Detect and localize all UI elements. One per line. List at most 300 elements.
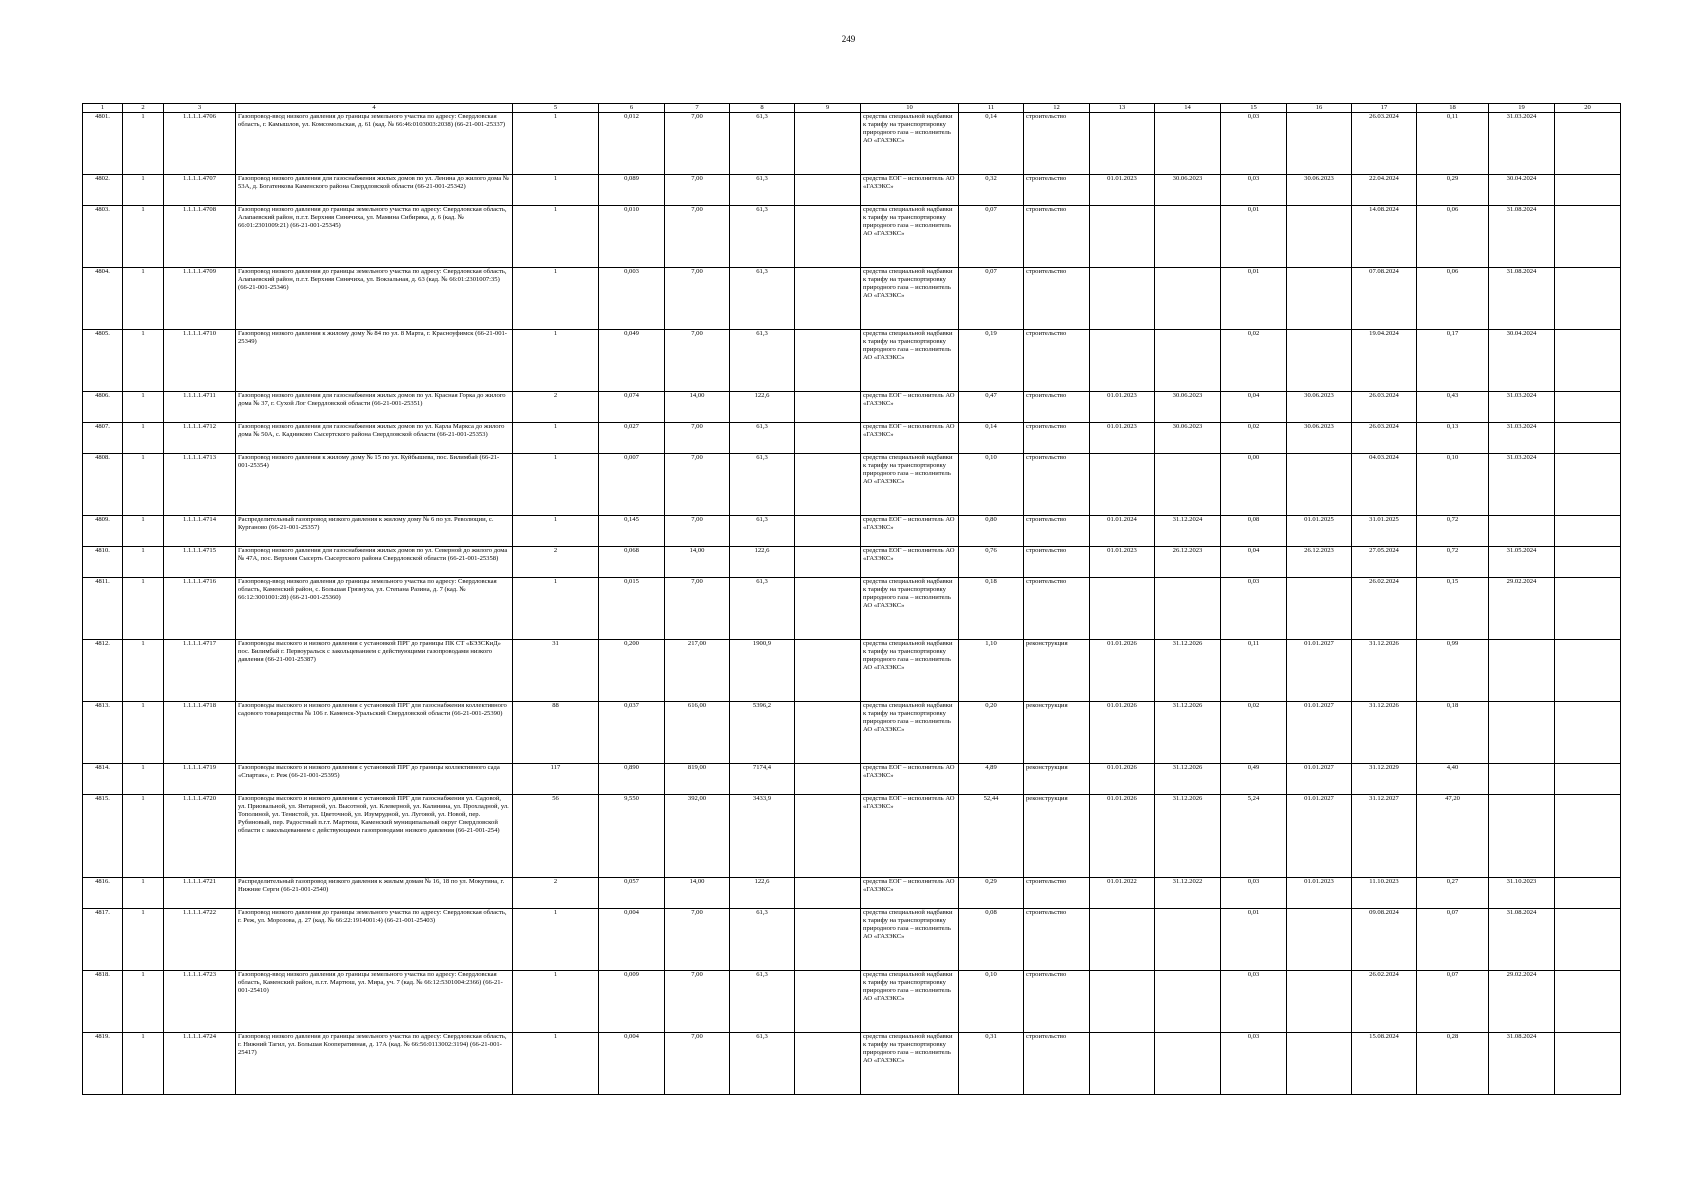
table-cell: 0,04 bbox=[1221, 392, 1287, 423]
table-cell: 1 bbox=[513, 423, 599, 454]
table-cell: средства специальной надбавки к тарифу на транспортировку природного газа – исполнитель АО «ГАЗЭКС» bbox=[861, 909, 959, 971]
table-cell: 0,29 bbox=[959, 878, 1024, 909]
table-cell: 819,00 bbox=[665, 764, 730, 795]
table-cell: 1.1.1.1.4712 bbox=[164, 423, 236, 454]
register-table bbox=[82, 103, 1621, 1095]
table-cell bbox=[795, 268, 861, 330]
table-row bbox=[83, 702, 1621, 764]
table-cell bbox=[795, 640, 861, 702]
table-cell: 0,037 bbox=[599, 702, 665, 764]
table-cell bbox=[795, 764, 861, 795]
table-cell bbox=[1555, 392, 1621, 423]
table-cell: средства ЕОГ – исполнитель АО «ГАЗЭКС» bbox=[861, 795, 959, 878]
table-cell: 31.03.2024 bbox=[1489, 423, 1555, 454]
table-cell bbox=[1287, 268, 1352, 330]
table-cell: Газопровод низкого давления до границы земельного участка по адресу: Свердловская область, г. Реж, ул. Морозова, д. 27 (кад. № 66:22:1914001:4) (66-21-001-25403) bbox=[236, 909, 513, 971]
table-cell bbox=[1555, 206, 1621, 268]
table-cell bbox=[795, 454, 861, 516]
table-cell: 7,00 bbox=[665, 175, 730, 206]
table-cell bbox=[1555, 175, 1621, 206]
table-cell: средства специальной надбавки к тарифу на транспортировку природного газа – исполнитель АО «ГАЗЭКС» bbox=[861, 1033, 959, 1095]
table-cell bbox=[1489, 702, 1555, 764]
table-cell: 26.12.2023 bbox=[1287, 547, 1352, 578]
table-cell: Газопровод низкого давления до границы земельного участка по адресу: Свердловская область, г. Нижний Тагил, ул. Большая Кооперативная, д. 17А (кад. № 66:56:0113002:3194) (66-21-001-25417) bbox=[236, 1033, 513, 1095]
table-cell bbox=[1555, 909, 1621, 971]
table-cell: строительство bbox=[1024, 175, 1090, 206]
table-cell: средства ЕОГ – исполнитель АО «ГАЗЭКС» bbox=[861, 764, 959, 795]
table-row bbox=[83, 423, 1621, 454]
table-row bbox=[83, 795, 1621, 878]
table-cell: 01.01.2025 bbox=[1287, 516, 1352, 547]
table-cell: 4810. bbox=[83, 547, 123, 578]
column-number: 7 bbox=[665, 104, 730, 113]
table-cell: 4805. bbox=[83, 330, 123, 392]
table-cell bbox=[1090, 971, 1155, 1033]
table-cell bbox=[1155, 206, 1221, 268]
table-cell: 7174,4 bbox=[730, 764, 795, 795]
table-cell: 0,99 bbox=[1417, 640, 1489, 702]
table-cell: 0,004 bbox=[599, 909, 665, 971]
table-cell: 1 bbox=[513, 1033, 599, 1095]
table-cell: 7,00 bbox=[665, 423, 730, 454]
table-cell: 4813. bbox=[83, 702, 123, 764]
column-number-row bbox=[83, 104, 1621, 113]
table-cell bbox=[1555, 764, 1621, 795]
table-cell bbox=[1155, 1033, 1221, 1095]
table-cell: 1 bbox=[513, 454, 599, 516]
table-cell bbox=[795, 795, 861, 878]
table-cell: 31.12.2026 bbox=[1155, 702, 1221, 764]
table-cell: 1 bbox=[123, 795, 164, 878]
column-number: 2 bbox=[123, 104, 164, 113]
table-cell bbox=[1555, 1033, 1621, 1095]
table-cell: 4817. bbox=[83, 909, 123, 971]
table-cell: 0,07 bbox=[1417, 909, 1489, 971]
table-cell: средства специальной надбавки к тарифу на транспортировку природного газа – исполнитель АО «ГАЗЭКС» bbox=[861, 330, 959, 392]
table-cell: 1.1.1.1.4713 bbox=[164, 454, 236, 516]
table-cell: 01.01.2027 bbox=[1287, 795, 1352, 878]
table-cell bbox=[1090, 909, 1155, 971]
column-number: 13 bbox=[1090, 104, 1155, 113]
table-cell: строительство bbox=[1024, 878, 1090, 909]
table-cell: 5396,2 bbox=[730, 702, 795, 764]
table-cell: 1 bbox=[123, 516, 164, 547]
table-cell bbox=[1287, 909, 1352, 971]
table-cell: 31 bbox=[513, 640, 599, 702]
table-cell: 01.01.2027 bbox=[1287, 640, 1352, 702]
table-cell bbox=[1155, 578, 1221, 640]
table-cell: 01.01.2023 bbox=[1090, 175, 1155, 206]
column-number: 8 bbox=[730, 104, 795, 113]
table-cell bbox=[1489, 516, 1555, 547]
table-row bbox=[83, 268, 1621, 330]
table-cell: 1 bbox=[513, 578, 599, 640]
table-cell: 31.08.2024 bbox=[1489, 909, 1555, 971]
table-cell: средства специальной надбавки к тарифу на транспортировку природного газа – исполнитель АО «ГАЗЭКС» bbox=[861, 578, 959, 640]
table-cell: 0,03 bbox=[1221, 878, 1287, 909]
table-cell: средства ЕОГ – исполнитель АО «ГАЗЭКС» bbox=[861, 516, 959, 547]
table-cell: 31.03.2024 bbox=[1489, 113, 1555, 175]
table-cell bbox=[1555, 878, 1621, 909]
table-cell bbox=[1555, 547, 1621, 578]
table-cell bbox=[1555, 454, 1621, 516]
table-cell: 14,00 bbox=[665, 878, 730, 909]
table-cell: 31.12.2026 bbox=[1352, 640, 1417, 702]
table-cell: 56 bbox=[513, 795, 599, 878]
table-cell: 1900,9 bbox=[730, 640, 795, 702]
table-cell: Газопровод-ввод низкого давления до границы земельного участка по адресу: Свердловская область, г. Камышлов, ул. Комсомольская, д. 61 (кад. № 66:46:0103003:2038) (66-21-001-25337) bbox=[236, 113, 513, 175]
page-number: 249 bbox=[841, 34, 856, 44]
table-cell: 0,15 bbox=[1417, 578, 1489, 640]
table-cell bbox=[1555, 330, 1621, 392]
table-cell: 61,3 bbox=[730, 330, 795, 392]
table-row bbox=[83, 578, 1621, 640]
table-cell: 7,00 bbox=[665, 330, 730, 392]
column-number: 14 bbox=[1155, 104, 1221, 113]
table-row bbox=[83, 909, 1621, 971]
table-cell: строительство bbox=[1024, 206, 1090, 268]
table-cell bbox=[1090, 454, 1155, 516]
table-cell: 4802. bbox=[83, 175, 123, 206]
table-cell: 0,03 bbox=[1221, 175, 1287, 206]
table-cell: 30.06.2023 bbox=[1155, 175, 1221, 206]
table-cell: 0,01 bbox=[1221, 206, 1287, 268]
table-cell: 61,3 bbox=[730, 423, 795, 454]
table-cell: 7,00 bbox=[665, 578, 730, 640]
table-row bbox=[83, 516, 1621, 547]
table-cell: 1 bbox=[123, 175, 164, 206]
table-cell: 0,057 bbox=[599, 878, 665, 909]
table-cell: 01.01.2023 bbox=[1287, 878, 1352, 909]
table-cell bbox=[795, 113, 861, 175]
table-cell: 117 bbox=[513, 764, 599, 795]
table-cell: 1 bbox=[123, 764, 164, 795]
table-cell: 1 bbox=[123, 971, 164, 1033]
table-cell: 0,007 bbox=[599, 454, 665, 516]
table-row bbox=[83, 175, 1621, 206]
table-cell: 1 bbox=[123, 330, 164, 392]
column-number: 3 bbox=[164, 104, 236, 113]
table-cell: 0,00 bbox=[1221, 454, 1287, 516]
table-cell: 61,3 bbox=[730, 516, 795, 547]
table-cell: 31.08.2024 bbox=[1489, 268, 1555, 330]
table-row bbox=[83, 206, 1621, 268]
table-cell: 14.08.2024 bbox=[1352, 206, 1417, 268]
table-cell: 4807. bbox=[83, 423, 123, 454]
table-cell: 31.12.2029 bbox=[1352, 764, 1417, 795]
table-cell: 0,015 bbox=[599, 578, 665, 640]
table-cell: средства ЕОГ – исполнитель АО «ГАЗЭКС» bbox=[861, 547, 959, 578]
table-cell: 4812. bbox=[83, 640, 123, 702]
table-cell: 61,3 bbox=[730, 175, 795, 206]
column-number: 1 bbox=[83, 104, 123, 113]
table-cell: 7,00 bbox=[665, 454, 730, 516]
table-cell: 1.1.1.1.4709 bbox=[164, 268, 236, 330]
table-cell: 4819. bbox=[83, 1033, 123, 1095]
table-cell: Газопровод низкого давления для газоснабжения жилых домов по ул. Ленина до жилого дома № 53А, д. Богатенкова Каменского района Свердловской области (66-21-001-25342) bbox=[236, 175, 513, 206]
table-cell: 29.02.2024 bbox=[1489, 971, 1555, 1033]
table-cell bbox=[1555, 971, 1621, 1033]
table-cell bbox=[1155, 971, 1221, 1033]
table-cell: 0,10 bbox=[959, 454, 1024, 516]
table-cell: 1,10 bbox=[959, 640, 1024, 702]
table-cell: 0,11 bbox=[1221, 640, 1287, 702]
table-cell: реконструкция bbox=[1024, 764, 1090, 795]
table-cell bbox=[795, 175, 861, 206]
table-cell bbox=[1155, 330, 1221, 392]
table-cell bbox=[1155, 268, 1221, 330]
table-cell: 30.06.2023 bbox=[1287, 392, 1352, 423]
table-cell: 1.1.1.1.4724 bbox=[164, 1033, 236, 1095]
table-cell: 01.01.2027 bbox=[1287, 764, 1352, 795]
table-cell bbox=[795, 702, 861, 764]
table-cell: средства специальной надбавки к тарифу на транспортировку природного газа – исполнитель АО «ГАЗЭКС» bbox=[861, 268, 959, 330]
table-cell bbox=[795, 547, 861, 578]
table-cell: 0,200 bbox=[599, 640, 665, 702]
table-cell: 26.02.2024 bbox=[1352, 578, 1417, 640]
table-cell: 26.03.2024 bbox=[1352, 423, 1417, 454]
table-cell: строительство bbox=[1024, 516, 1090, 547]
table-cell: 0,14 bbox=[959, 113, 1024, 175]
table-cell: 0,08 bbox=[1221, 516, 1287, 547]
table-cell: средства специальной надбавки к тарифу на транспортировку природного газа – исполнитель АО «ГАЗЭКС» bbox=[861, 702, 959, 764]
table-cell: строительство bbox=[1024, 392, 1090, 423]
table-cell: 01.01.2022 bbox=[1090, 878, 1155, 909]
table-cell: 1 bbox=[123, 423, 164, 454]
table-cell bbox=[1090, 206, 1155, 268]
table-cell: средства специальной надбавки к тарифу на транспортировку природного газа – исполнитель АО «ГАЗЭКС» bbox=[861, 971, 959, 1033]
table-cell: 09.08.2024 bbox=[1352, 909, 1417, 971]
table-cell bbox=[1555, 795, 1621, 878]
table-cell: Газопровод низкого давления для газоснабжения жилых домов по ул. Карла Маркса до жилого дома № 50А, с. Кадниково Сысертского района Свердловской области (66-21-001-25353) bbox=[236, 423, 513, 454]
table-cell: 0,31 bbox=[959, 1033, 1024, 1095]
table-cell: строительство bbox=[1024, 330, 1090, 392]
table-cell: 392,00 bbox=[665, 795, 730, 878]
table-cell: средства ЕОГ – исполнитель АО «ГАЗЭКС» bbox=[861, 175, 959, 206]
table-cell bbox=[795, 392, 861, 423]
table-cell: 0,06 bbox=[1417, 268, 1489, 330]
table-cell: 0,03 bbox=[1221, 971, 1287, 1033]
table-cell: 1 bbox=[123, 1033, 164, 1095]
table-cell: средства ЕОГ – исполнитель АО «ГАЗЭКС» bbox=[861, 878, 959, 909]
table-cell: 0,010 bbox=[599, 206, 665, 268]
table-cell: 31.05.2024 bbox=[1489, 547, 1555, 578]
table-cell: 1 bbox=[513, 909, 599, 971]
table-cell: 0,43 bbox=[1417, 392, 1489, 423]
column-number: 4 bbox=[236, 104, 513, 113]
table-cell: 0,10 bbox=[1417, 454, 1489, 516]
table-cell: 0,29 bbox=[1417, 175, 1489, 206]
table-cell: 2 bbox=[513, 878, 599, 909]
table-cell: 26.03.2024 bbox=[1352, 392, 1417, 423]
table-cell: 0,04 bbox=[1221, 547, 1287, 578]
table-cell: 0,17 bbox=[1417, 330, 1489, 392]
table-cell: 1.1.1.1.4716 bbox=[164, 578, 236, 640]
table-cell: 0,32 bbox=[959, 175, 1024, 206]
table-cell: 31.12.2026 bbox=[1155, 795, 1221, 878]
table-cell bbox=[795, 578, 861, 640]
table-cell bbox=[1090, 268, 1155, 330]
table-cell bbox=[795, 909, 861, 971]
table-cell: 0,089 bbox=[599, 175, 665, 206]
table-cell: 30.06.2023 bbox=[1287, 423, 1352, 454]
table-cell: 0,27 bbox=[1417, 878, 1489, 909]
column-number: 11 bbox=[959, 104, 1024, 113]
table-cell: 0,11 bbox=[1417, 113, 1489, 175]
table-cell: 01.01.2023 bbox=[1090, 423, 1155, 454]
table-cell: 7,00 bbox=[665, 516, 730, 547]
table-cell: строительство bbox=[1024, 454, 1090, 516]
table-cell: 1.1.1.1.4708 bbox=[164, 206, 236, 268]
table-cell: 5,24 bbox=[1221, 795, 1287, 878]
table-cell: 0,76 bbox=[959, 547, 1024, 578]
table-cell bbox=[1287, 971, 1352, 1033]
table-cell: 52,44 bbox=[959, 795, 1024, 878]
table-cell: 7,00 bbox=[665, 206, 730, 268]
table-cell: 0,01 bbox=[1221, 268, 1287, 330]
table-cell: 1.1.1.1.4706 bbox=[164, 113, 236, 175]
table-cell: 31.12.2026 bbox=[1155, 764, 1221, 795]
table-cell bbox=[795, 206, 861, 268]
table-cell: 4808. bbox=[83, 454, 123, 516]
table-cell: 0,07 bbox=[959, 206, 1024, 268]
table-cell: средства ЕОГ – исполнитель АО «ГАЗЭКС» bbox=[861, 423, 959, 454]
table-cell bbox=[1287, 578, 1352, 640]
table-cell: 0,068 bbox=[599, 547, 665, 578]
table-cell: Газопроводы высокого и низкого давления с установкой ПРГ для газоснабжения коллективного садового товарищества № 106 г. Каменск-Уральский Свердловской области (66-21-001-25390) bbox=[236, 702, 513, 764]
column-number: 19 bbox=[1489, 104, 1555, 113]
table-cell bbox=[1555, 578, 1621, 640]
table-cell: 26.03.2024 bbox=[1352, 113, 1417, 175]
table-cell: 1 bbox=[123, 878, 164, 909]
table-cell: 31.08.2024 bbox=[1489, 1033, 1555, 1095]
table-cell: 616,00 bbox=[665, 702, 730, 764]
table-cell: 26.12.2023 bbox=[1155, 547, 1221, 578]
table-cell: 01.01.2023 bbox=[1090, 392, 1155, 423]
table-cell: 15.08.2024 bbox=[1352, 1033, 1417, 1095]
table-cell: 30.06.2023 bbox=[1155, 423, 1221, 454]
table-cell: 1 bbox=[513, 971, 599, 1033]
table-cell: 11.10.2023 bbox=[1352, 878, 1417, 909]
table-cell: строительство bbox=[1024, 547, 1090, 578]
table-cell: 1.1.1.1.4723 bbox=[164, 971, 236, 1033]
table-cell: 7,00 bbox=[665, 909, 730, 971]
table-cell: 1 bbox=[513, 206, 599, 268]
table-cell: 61,3 bbox=[730, 909, 795, 971]
table-cell: строительство bbox=[1024, 909, 1090, 971]
table-cell: 4806. bbox=[83, 392, 123, 423]
table-cell bbox=[1090, 113, 1155, 175]
table-cell: средства специальной надбавки к тарифу на транспортировку природного газа – исполнитель АО «ГАЗЭКС» bbox=[861, 206, 959, 268]
table-cell: 4,40 bbox=[1417, 764, 1489, 795]
table-cell: 0,074 bbox=[599, 392, 665, 423]
table-cell: Газопровод-ввод низкого давления до границы земельного участка по адресу: Свердловская область, Каменский район, с. Большая Грязнуха, ул. Степана Разина, д. 7 (кад. № 66:12:3001001:28) (66-21-001-25360) bbox=[236, 578, 513, 640]
table-cell: 61,3 bbox=[730, 971, 795, 1033]
table-cell: 29.02.2024 bbox=[1489, 578, 1555, 640]
table-cell: 61,3 bbox=[730, 113, 795, 175]
column-number: 17 bbox=[1352, 104, 1417, 113]
table-cell: 1 bbox=[513, 330, 599, 392]
table-cell: 1.1.1.1.4718 bbox=[164, 702, 236, 764]
table-cell: 1 bbox=[123, 392, 164, 423]
table-cell: 14,00 bbox=[665, 547, 730, 578]
table-cell: 2 bbox=[513, 547, 599, 578]
table-cell: 0,004 bbox=[599, 1033, 665, 1095]
table-cell: 122,6 bbox=[730, 392, 795, 423]
table-cell: 0,890 bbox=[599, 764, 665, 795]
table-cell: 0,72 bbox=[1417, 516, 1489, 547]
table-cell bbox=[795, 878, 861, 909]
table-cell: 0,027 bbox=[599, 423, 665, 454]
table-cell: реконструкция bbox=[1024, 640, 1090, 702]
table-cell: 22.04.2024 bbox=[1352, 175, 1417, 206]
table-cell: 1.1.1.1.4711 bbox=[164, 392, 236, 423]
table-cell: 0,02 bbox=[1221, 702, 1287, 764]
table-row bbox=[83, 1033, 1621, 1095]
table-cell: 1 bbox=[513, 113, 599, 175]
table-cell bbox=[1555, 423, 1621, 454]
table-cell: 4818. bbox=[83, 971, 123, 1033]
table-cell: 88 bbox=[513, 702, 599, 764]
table-cell: 9,550 bbox=[599, 795, 665, 878]
table-cell: Распределительный газопровод низкого давления к жилому дому № 6 по ул. Революции, с. Курганово (66-21-001-25357) bbox=[236, 516, 513, 547]
table-cell bbox=[1287, 454, 1352, 516]
column-number: 5 bbox=[513, 104, 599, 113]
table-cell: реконструкция bbox=[1024, 702, 1090, 764]
table-cell: 0,49 bbox=[1221, 764, 1287, 795]
table-cell: 01.01.2024 bbox=[1090, 516, 1155, 547]
table-cell: 7,00 bbox=[665, 971, 730, 1033]
table-cell bbox=[1489, 640, 1555, 702]
table-cell: 0,28 bbox=[1417, 1033, 1489, 1095]
table-cell bbox=[1155, 909, 1221, 971]
table-cell: 217,00 bbox=[665, 640, 730, 702]
table-cell: 04.03.2024 bbox=[1352, 454, 1417, 516]
table-cell: 30.04.2024 bbox=[1489, 175, 1555, 206]
table-cell: 0,80 bbox=[959, 516, 1024, 547]
table-cell: 31.12.2026 bbox=[1155, 640, 1221, 702]
table-cell: 4815. bbox=[83, 795, 123, 878]
table-cell: 4809. bbox=[83, 516, 123, 547]
table-cell: 27.05.2024 bbox=[1352, 547, 1417, 578]
table-cell bbox=[795, 423, 861, 454]
column-number: 10 bbox=[861, 104, 959, 113]
table-cell bbox=[795, 1033, 861, 1095]
table-cell: 0,18 bbox=[959, 578, 1024, 640]
table-cell: 31.03.2024 bbox=[1489, 454, 1555, 516]
table-cell: 0,18 bbox=[1417, 702, 1489, 764]
column-number: 16 bbox=[1287, 104, 1352, 113]
table-cell: 4,89 bbox=[959, 764, 1024, 795]
table-cell: 1.1.1.1.4715 bbox=[164, 547, 236, 578]
column-number: 15 bbox=[1221, 104, 1287, 113]
table-cell: 31.12.2022 bbox=[1155, 878, 1221, 909]
table-cell: 0,20 bbox=[959, 702, 1024, 764]
table-cell: Газопровод-ввод низкого давления до границы земельного участка по адресу: Свердловская область, Каменский район, п.г.т. Мартюш, ул. Мира, уч. 7 (кад. № 66:12:5301004:2366) (66-21-001-25410) bbox=[236, 971, 513, 1033]
table-cell: 0,02 bbox=[1221, 423, 1287, 454]
table-cell: 1 bbox=[123, 113, 164, 175]
column-number: 18 bbox=[1417, 104, 1489, 113]
table-cell: 4814. bbox=[83, 764, 123, 795]
table-cell: строительство bbox=[1024, 1033, 1090, 1095]
table-cell: Газопровод низкого давления до границы земельного участка по адресу: Свердловская область, Алапаевский район, п.г.т. Верхняя Синячиха, ул. Вокзальная, д. 63 (кад. № 66:01:2301007:35) (66-21-001-25346) bbox=[236, 268, 513, 330]
table-cell: 01.01.2026 bbox=[1090, 640, 1155, 702]
table-cell: 7,00 bbox=[665, 113, 730, 175]
column-number: 20 bbox=[1555, 104, 1621, 113]
table-cell: Газопровод низкого давления для газоснабжения жилых домов по ул. Красная Горка до жилого дома № 37, г. Сухой Лог Свердловской области (66-21-001-25351) bbox=[236, 392, 513, 423]
table-row bbox=[83, 330, 1621, 392]
table-cell: 01.01.2026 bbox=[1090, 764, 1155, 795]
